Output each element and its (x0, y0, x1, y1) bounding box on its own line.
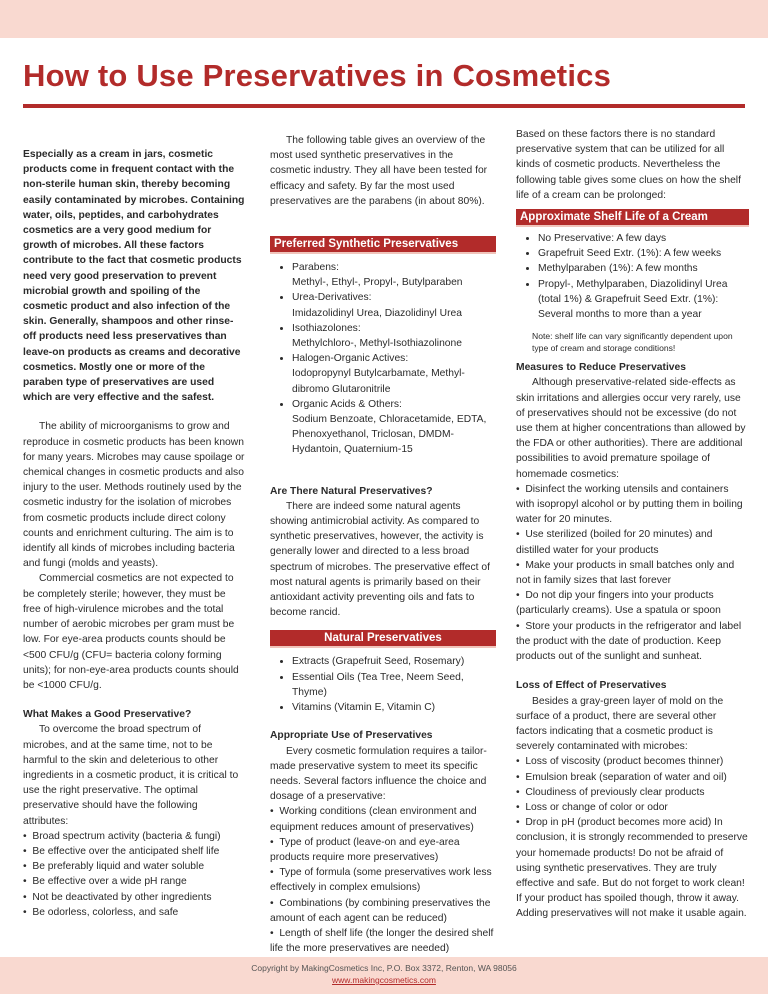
list-item: • Parabens: Methyl-, Ethyl-, Propyl-, Butylparaben (292, 260, 496, 290)
list-item: • Organic Acids & Others: Sodium Benzoate, Chloracetamide, EDTA, Phenoxyethanol, Triclosan, DMDM-Hydantoin, Quaternium-15 (292, 397, 496, 458)
list-item: • Be odorless, colorless, and safe (23, 905, 245, 920)
shelf-life-list (516, 231, 749, 322)
footer-copyright: Copyright by MakingCosmetics Inc, P.O. Box 3372, Renton, WA 98056 (251, 963, 517, 973)
list-item: • Urea-Derivatives: Imidazolidinyl Urea, Diazolidinyl Urea (292, 290, 496, 320)
list-item: • Emulsion break (separation of water and oil) (516, 770, 749, 785)
list-item: • Drop in pH (product becomes more acid) In conclusion, it is strongly recommended to preserve your homemade products! Do not be afraid of using synthetic preservatives. They are truly effective and safe. But do not forget to work clean! If your product has spoiled though, throw it away. Adding preservatives will not make it usable again. (516, 815, 749, 921)
section-heading-reduce: Measures to Reduce Preservatives (516, 362, 686, 374)
column-right (516, 127, 749, 922)
synthetic-preservatives-list (270, 260, 496, 458)
list-item: • Be effective over the anticipated shelf life (23, 844, 245, 859)
footer-link[interactable]: www.makingcosmetics.com (332, 975, 436, 985)
natural-preservatives-list (270, 654, 496, 715)
paragraph: Based on these factors there is no standard preservative system that can be utilized for all kinds of cosmetic products. Nevertheless the following table gives some clues on how the shelf life of a cream can be prolonged: (516, 129, 741, 201)
paragraph: Besides a gray-green layer of mold on the surface of a product, there are several other factors indicating that a cosmetic product is severely contaminated with microbes: (516, 695, 724, 753)
section-heading-natural: Are There Natural Preservatives? (270, 485, 433, 497)
list-item: • Propyl-, Methylparaben, Diazolidinyl Urea (total 1%) & Grapefruit Seed Extr. (1%): Several months to more than a year (538, 277, 749, 323)
paragraph: The following table gives an overview of the most used synthetic preservatives in the cosmetic industry. They all have been tested for efficacy and safety. By far the most used preservatives are the parabens (in about 80%). (270, 135, 488, 207)
signs-list (516, 754, 749, 921)
list-item: • Cloudiness of previously clear products (516, 785, 749, 800)
list-item: • Essential Oils (Tea Tree, Neem Seed, Thyme) (292, 670, 496, 700)
list-item: • Broad spectrum activity (bacteria & fungi) (23, 829, 245, 844)
natural-preservatives-header: Natural Preservatives (270, 630, 496, 648)
list-item: • Grapefruit Seed Extr. (1%): A few weeks (538, 246, 749, 261)
page-title: How to Use Preservatives in Cosmetics (23, 58, 612, 93)
list-item: • Loss or change of color or odor (516, 800, 749, 815)
shelf-life-header: Approximate Shelf Life of a Cream (516, 209, 749, 227)
list-item: • Combinations (by combining preservatives the amount of each agent can be reduced) (270, 896, 496, 926)
list-item: • Working conditions (clean environment and equipment reduces amount of preservatives) (270, 804, 496, 834)
paragraph: The ability of microorganisms to grow and reproduce in cosmetic products has been known for many years. Microbes may cause spoilage or chemical changes in cosmetic products and also injury to the user. Methods routinely used by the cosmetic industry for the isolation of microbes from cosmetic products include direct colony counts and enrichment culturing. The aim is to identify all kinds of microbes including bacteria and fungi (molds and yeasts). (23, 421, 245, 570)
paragraph: There are indeed some natural agents showing antimicrobial activity. As compared to synthetic preservatives, however, the activity is generally lower and directed to a less broad spectrum of microbes. The preservative effect of most natural agents is primarily based on their antioxidant activity preventing oils and fats to become rancid. (270, 500, 490, 619)
section-heading-appropriate-use: Appropriate Use of Preservatives (270, 730, 433, 742)
list-item: • Type of formula (some preservatives work less effectively in complex emulsions) (270, 865, 496, 895)
list-item: • Loss of viscosity (product becomes thinner) (516, 754, 749, 769)
list-item: • Isothiazolones: Methylchloro-, Methyl-Isothiazolinone (292, 321, 496, 351)
list-item: • Do not dip your fingers into your products (particularly creams). Use a spatula or spoon (516, 588, 749, 618)
list-item: • Type of product (leave-on and eye-area products require more preservatives) (270, 835, 496, 865)
top-band (0, 0, 768, 38)
list-item: • Be effective over a wide pH range (23, 874, 245, 889)
column-left (23, 147, 245, 920)
shelf-life-note: Note: shelf life can vary significantly dependent upon type of cream and storage conditions! (532, 331, 733, 354)
list-item: • Be preferably liquid and water soluble (23, 859, 245, 874)
paragraph: To overcome the broad spectrum of microbes, and at the same time, not to be harmful to the skin and deleterious to other ingredients in a cosmetic product, it is critical to use the right preservative. The optimal preservative should have the following attributes: (23, 724, 239, 827)
list-item: • Not be deactivated by other ingredients (23, 890, 245, 905)
list-item: • Extracts (Grapefruit Seed, Rosemary) (292, 654, 496, 669)
list-item: • Make your products in small batches only and not in family sizes that last forever (516, 558, 749, 588)
list-item: • Vitamins (Vitamin E, Vitamin C) (292, 700, 496, 715)
column-middle (270, 133, 496, 956)
list-item: • No Preservative: A few days (538, 231, 749, 246)
list-item: • Use sterilized (boiled for 20 minutes) and distilled water for your products (516, 527, 749, 557)
list-item: • Store your products in the refrigerator and label the product with the date of production. Keep products out of the sunlight and sunheat. (516, 619, 749, 665)
list-item: • Disinfect the working utensils and containers with isopropyl alcohol or by putting them in boiling water for 20 minutes. (516, 482, 749, 528)
factors-list (270, 804, 496, 956)
title-rule (23, 104, 745, 108)
list-item: • Halogen-Organic Actives: Iodopropynyl Butylcarbamate, Methyl-dibromo Glutaronitrile (292, 351, 496, 397)
paragraph: Every cosmetic formulation requires a tailor-made preservative system to meet its specific needs. Several factors influence the choice and dosage of a preservative: (270, 745, 487, 803)
paragraph: Although preservative-related side-effects as skin irritations and allergies occur very rarely, use of preservatives should not be excessive (do not use them at higher concentrations than allowed by the FDA or other authorities). There are additional possibilities to avoid premature spoilage of homemade cosmetics: (516, 377, 746, 480)
section-heading-good-preservative: What Makes a Good Preservative? (23, 709, 192, 721)
intro-paragraph: Especially as a cream in jars, cosmetic products come in frequent contact with the non-sterile human skin, thereby becoming easily contaminated by microbes. Containing water, oils, peptides, and carbohydrates cosmetics are a very good medium for growth of microbes. All these factors contribute to the fact that cosmetic products need very good preservation to prevent microbial growth and spoiling of the cosmetic product and also infection of the skin. Generally, shampoos and other rinse-off products need less preservatives than leave-on products as creams and decorative cosmetics. Mostly one or more of the paraben type of preservatives are used which are very effective and the safest. (23, 149, 245, 404)
list-item: • Length of shelf life (the longer the desired shelf life the more preservatives are needed) (270, 926, 496, 956)
attributes-list (23, 829, 245, 920)
list-item: • Methylparaben (1%): A few months (538, 261, 749, 276)
paragraph: Commercial cosmetics are not expected to be completely sterile; however, they must be free of high-virulence microbes and the total number of aerobic microbes per gram must be low. For eye-area products counts should be <500 CFU/g (CFU= bacteria colony forming units); for non-eye-area products counts should be <1000 CFU/g. (23, 573, 239, 691)
synthetic-preservatives-header: Preferred Synthetic Preservatives (270, 236, 496, 254)
measures-list (516, 482, 749, 664)
section-heading-loss: Loss of Effect of Preservatives (516, 680, 667, 692)
